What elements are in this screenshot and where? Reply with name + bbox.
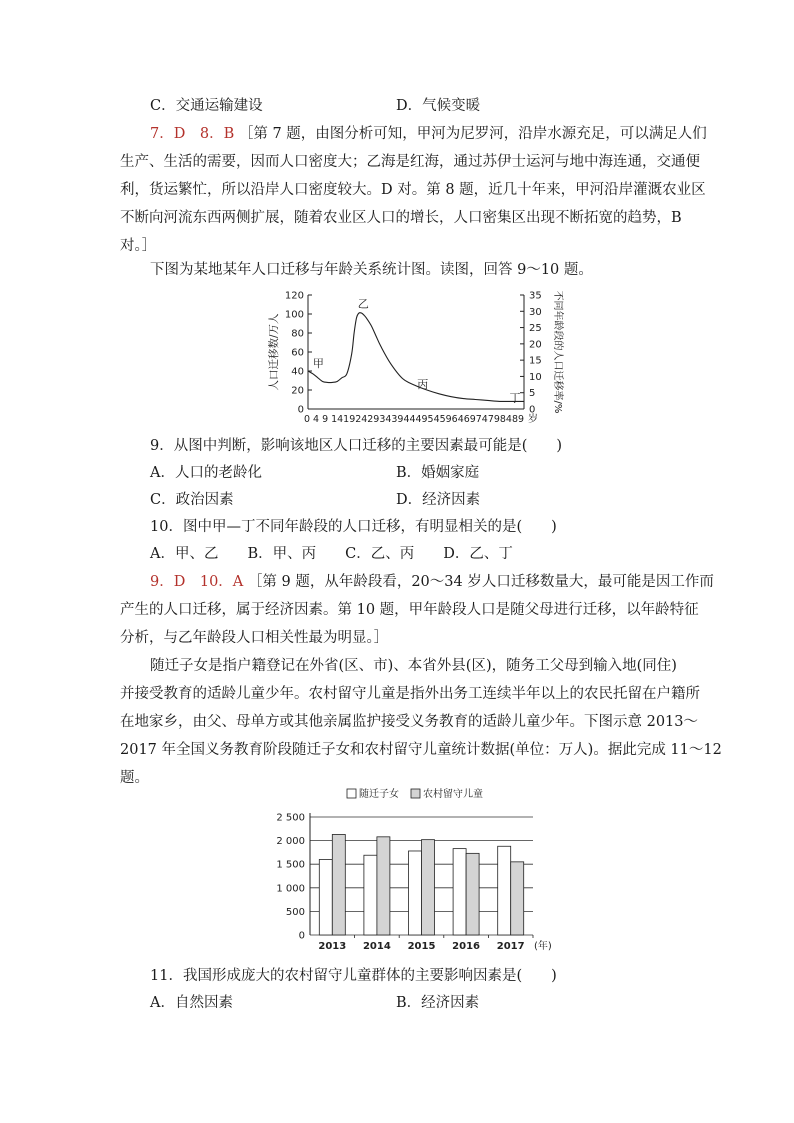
bar-left-behind-children (377, 837, 390, 935)
answer-7-8-line-1: 7．D 8．B ［第 7 题，由图分析可知，甲河为尼罗河，沿岸水源充足，可以满足人们 (150, 126, 707, 142)
legend-label-migrant: 随迁子女 (359, 789, 399, 800)
q9-option-a: A．人口的老龄化 (150, 465, 262, 481)
bar-migrant-children (409, 851, 422, 935)
q10-options: A．甲、乙 B．甲、丙 C．乙、丙 D．乙、丁 (150, 546, 513, 562)
bar-left-behind-children (422, 840, 435, 935)
left-tick-label: 80 (291, 328, 304, 340)
legend-swatch-migrant (347, 789, 356, 798)
answer-9-10-line-3: 分析，与乙年龄段人口相关性最为明显。］ (120, 630, 389, 646)
intro-11-12-line-3: 在地家乡，由父、母单方或其他亲属监护接受义务教育的适龄儿童少年。下图示意 2013～ (120, 714, 699, 730)
left-axis-title: 人口迁移数/万人 (268, 313, 280, 391)
bar-migrant-children (453, 849, 466, 935)
right-tick-label: 30 (529, 306, 542, 318)
intro-9-10: 下图为某地某年人口迁移与年龄关系统计图。读图，回答 9～10 题。 (150, 262, 593, 278)
left-tick-label: 100 (284, 309, 304, 321)
bar-migrant-children (319, 859, 332, 935)
q6-option-c: C．交通运输建设 (150, 98, 263, 114)
intro-11-12-line-5: 题。 (120, 770, 149, 786)
left-tick-label: 120 (284, 290, 304, 302)
answer-9-10-label: 9．D 10．A (150, 574, 244, 590)
y-tick-label: 500 (285, 906, 305, 918)
q9-option-c: C．政治因素 (150, 492, 234, 508)
legend-label-left-behind: 农村留守儿童 (423, 789, 483, 800)
left-tick-label: 40 (291, 366, 304, 378)
intro-11-12-line-4: 2017 年全国义务教育阶段随迁子女和农村留守儿童统计数据(单位：万人)。据此完成 11～12 (120, 742, 722, 758)
y-tick-label: 1 000 (276, 883, 305, 895)
answer-9-10-line-1: 9．D 10．A ［第 9 题，从年龄段看，20～34 岁人口迁移数量大，最可能是因工作而 (150, 574, 714, 590)
x-tick-label: 2014 (362, 941, 391, 952)
answer-7-8-line-3: 利，货运繁忙，所以沿岸人口密度较大。D 对。第 8 题，近几十年来，甲河沿岸灌溉农业区 (120, 182, 706, 198)
y-tick-label: 0 (298, 930, 305, 942)
x-unit-label: 岁 (528, 414, 538, 425)
x-unit-label: (年) (534, 941, 552, 952)
right-tick-label: 5 (529, 388, 536, 400)
q11-option-b: B．经济因素 (396, 995, 480, 1011)
right-tick-label: 35 (529, 290, 542, 302)
q11-stem: 11．我国形成庞大的农村留守儿童群体的主要影响因素是( ) (150, 968, 557, 984)
q9-option-d: D．经济因素 (396, 492, 481, 508)
y-tick-label: 2 500 (276, 812, 305, 824)
bar-migrant-children (364, 855, 377, 935)
children-bar-chart (270, 785, 555, 955)
x-tick-label: 2013 (318, 941, 347, 952)
answer-7-8-line-2: 生产、生活的需要，因而人口密度大；乙海是红海，通过苏伊士运河与地中海连通，交通便 (120, 154, 700, 170)
annotation-label: 丁 (509, 391, 521, 405)
annotation-label: 丙 (417, 378, 429, 392)
y-tick-label: 1 500 (276, 859, 305, 871)
intro-11-12-line-1: 随迁子女是指户籍登记在外省(区、市)、本省外县(区)，随务工父母到输入地(同住) (150, 658, 677, 674)
x-tick-label: 2016 (452, 941, 481, 952)
bar-migrant-children (498, 846, 511, 935)
bar-left-behind-children (466, 853, 479, 935)
right-tick-label: 15 (529, 355, 542, 367)
answer-9-10-line-2: 产生的人口迁移，属于经济因素。第 10 题，甲年龄段人口是随父母进行迁移，以年龄特征 (120, 602, 699, 618)
x-tick-label: 2017 (496, 941, 525, 952)
left-tick-label: 0 (297, 404, 304, 416)
migration-age-line-chart (265, 285, 605, 435)
q10-stem: 10．图中甲—丁不同年龄段的人口迁移，有明显相关的是( ) (150, 519, 557, 535)
bar-left-behind-children (332, 834, 345, 935)
right-tick-label: 0 (529, 404, 536, 416)
intro-11-12-line-2: 并接受教育的适龄儿童少年。农村留守儿童是指外出务工连续半年以上的农民托留在户籍所 (120, 686, 700, 702)
q6-option-d: D．气候变暖 (396, 98, 481, 114)
migration-curve (308, 313, 524, 405)
right-tick-label: 20 (529, 339, 542, 351)
legend-swatch-left-behind (411, 789, 420, 798)
annotation-label: 乙 (357, 297, 369, 311)
left-tick-label: 60 (291, 347, 304, 359)
right-axis-title: 不同年龄段的人口迁移率/% (552, 290, 563, 414)
answer-7-8-line-5: 对。］ (120, 238, 157, 254)
annotation-label: 甲 (312, 357, 324, 371)
right-tick-label: 10 (529, 371, 542, 383)
right-tick-label: 25 (529, 323, 542, 335)
y-tick-label: 2 000 (276, 836, 305, 848)
q11-option-a: A．自然因素 (150, 995, 233, 1011)
q9-option-b: B．婚姻家庭 (396, 465, 480, 481)
answer-7-8-line-4: 不断向河流东西两侧扩展，随着农业区人口的增长，人口密集区出现不断拓宽的趋势，B (120, 210, 682, 226)
answer-7-8-label: 7．D 8．B (150, 126, 235, 142)
bar-left-behind-children (511, 862, 524, 935)
x-tick-label: 2015 (407, 941, 436, 952)
q9-stem: 9．从图中判断，影响该地区人口迁移的主要因素最可能是( ) (150, 438, 563, 454)
x-tick-labels: 0 4 9 14192429343944495459646974798489 (304, 414, 524, 425)
left-tick-label: 20 (291, 385, 304, 397)
